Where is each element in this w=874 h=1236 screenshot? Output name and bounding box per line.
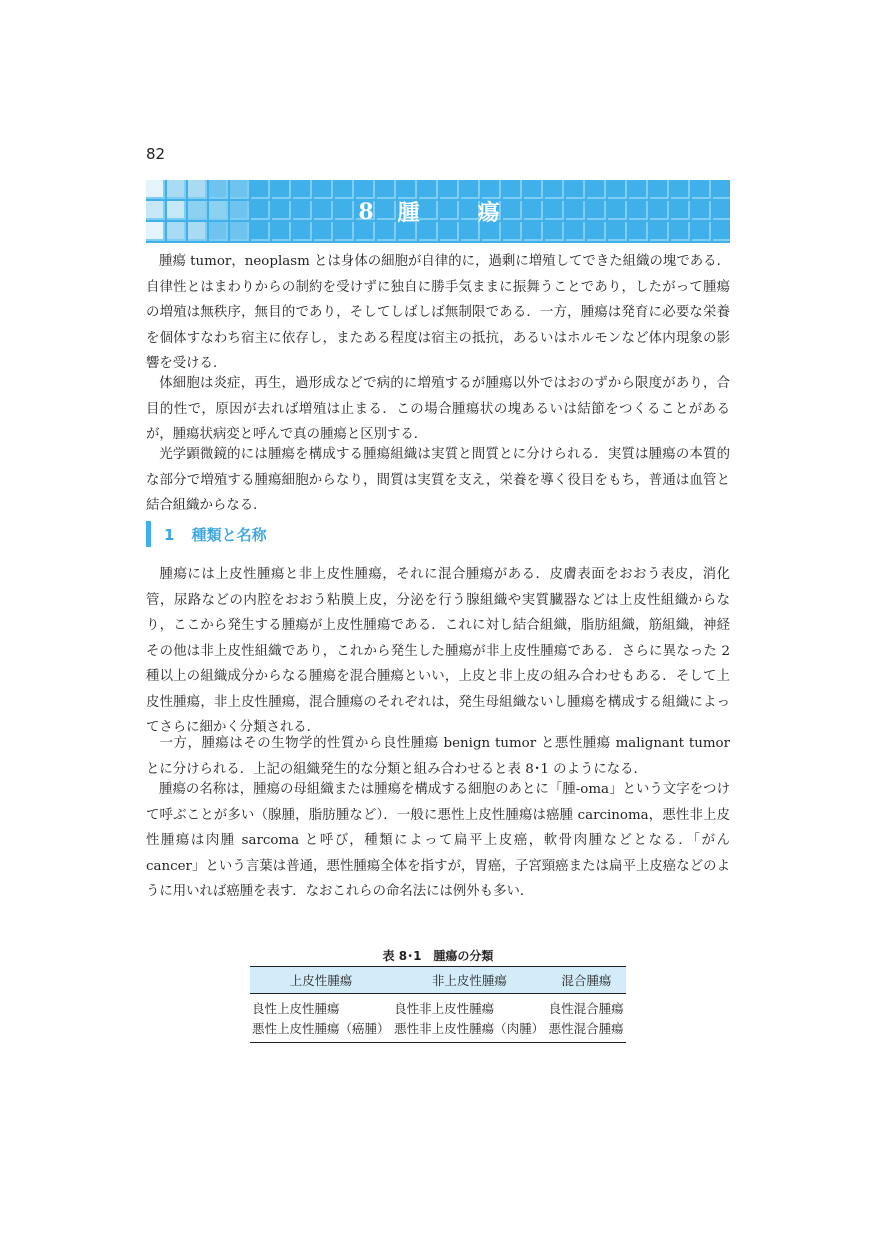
section-number: 1 [164,525,175,544]
intro-paragraph-1: 腫瘍 tumor，neoplasm とは身体の細胞が自律的に，過剰に増殖してできた組織の塊である．自律性とはまわりからの制約を受けずに独自に勝手気ままに振舞うことであり，したがって腫瘍の増殖は無秩序，無目的であり，そしてしばしば無制限である．一方，腫瘍は発育に必要な栄養を個体すなわち宿主に依存し，またある程度は宿主の抵抗，あるいはホルモンなど体内現象の影響を受ける． [146,254,730,371]
table-cell: 良性混合腫瘍 [548,1001,624,1016]
intro-paragraph-3: 光学顕微鏡的には腫瘍を構成する腫瘍組織は実質と間質とに分けられる．実質は腫瘍の本質的な部分で増殖する腫瘍細胞からなり，間質は実質を支え，栄養を導く役目をもち，普通は血管と結合組織からなる． [146,447,730,513]
section-paragraph-3: 腫瘍の名称は，腫瘍の母組織または腫瘍を構成する細胞のあとに「腫-oma」という文字をつけて呼ぶことが多い（腺腫，脂肪腫など）．一般に悪性上皮性腫瘍は癌腫 carcinoma，悪性非上皮性腫瘍は肉腫 sarcoma と呼び，種類によって扁平上皮癌，軟骨肉腫などとなる．「がん cancer」という言葉は普通，悪性腫瘍全体を指すが，胃癌，子宮頸癌または扁平上皮癌などのように用いれば癌腫を表す．なおこれらの命名法には例外も多い． [146,782,730,899]
table-header-cell: 非上皮性腫瘍 [392,967,547,994]
chapter-banner [146,180,730,243]
section-paragraph-2: 一方，腫瘍はその生物学的性質から良性腫瘍 benign tumor と悪性腫瘍 malignant tumor とに分けられる．上記の組織発生的な分類と組み合わせると表 8･1 のようになる． [146,736,730,777]
chapter-title [146,180,730,243]
section-title-text: 種類と名称 [191,525,267,544]
section-paragraph-1: 腫瘍には上皮性腫瘍と非上皮性腫瘍，それに混合腫瘍がある．皮膚表面をおおう表皮，消化管，尿路などの内腔をおおう粘膜上皮，分泌を行う腺組織や実質臓器などは上皮性組織からなり，ここから発生する腫瘍が上皮性腫瘍である．これに対し結合組織，脂肪組織，筋組織，神経その他は非上皮性組織であり，これから発生した腫瘍が非上皮性腫瘍である．さらに異なった 2 種以上の組織成分からなる腫瘍を混合腫瘍といい，上皮と非上皮の組み合わせもある．そして上皮性腫瘍，非上皮性腫瘍，混合腫瘍のそれぞれは，発生母組織ないし腫瘍を構成する組織によってさらに細かく分類される． [146,567,730,735]
page-number: 82 [146,145,166,163]
table-header-cell: 混合腫瘍 [547,967,626,994]
section-title [164,524,267,545]
table-cell: 良性非上皮性腫瘍 [394,1001,495,1016]
chapter-number: 8 [358,198,392,225]
table-cell: 良性上皮性腫瘍 [252,1001,340,1016]
table-cell: 悪性上皮性腫瘍（癌腫） [252,1021,390,1036]
table-header-cell: 上皮性腫瘍 [250,967,392,994]
section-heading [146,521,267,547]
table-caption: 表 8･1 腫瘍の分類 [382,949,494,963]
table-row [250,994,626,1019]
table-cell: 悪性非上皮性腫瘍（肉腫） [394,1021,545,1036]
table-row [250,1018,626,1043]
classification-table [250,966,626,1043]
chapter-title-text: 腫 瘍 [397,200,518,226]
intro-paragraph-2: 体細胞は炎症，再生，過形成などで病的に増殖するが腫瘍以外ではおのずから限度があり，合目的性で，原因が去れば増殖は止まる．この場合腫瘍状の塊あるいは結節をつくることがあるが，腫瘍状病変と呼んで真の腫瘍と区別する． [146,376,730,442]
table-cell: 悪性混合腫瘍 [548,1021,624,1036]
section-accent-bar [146,521,151,547]
table-header-row [250,967,626,994]
